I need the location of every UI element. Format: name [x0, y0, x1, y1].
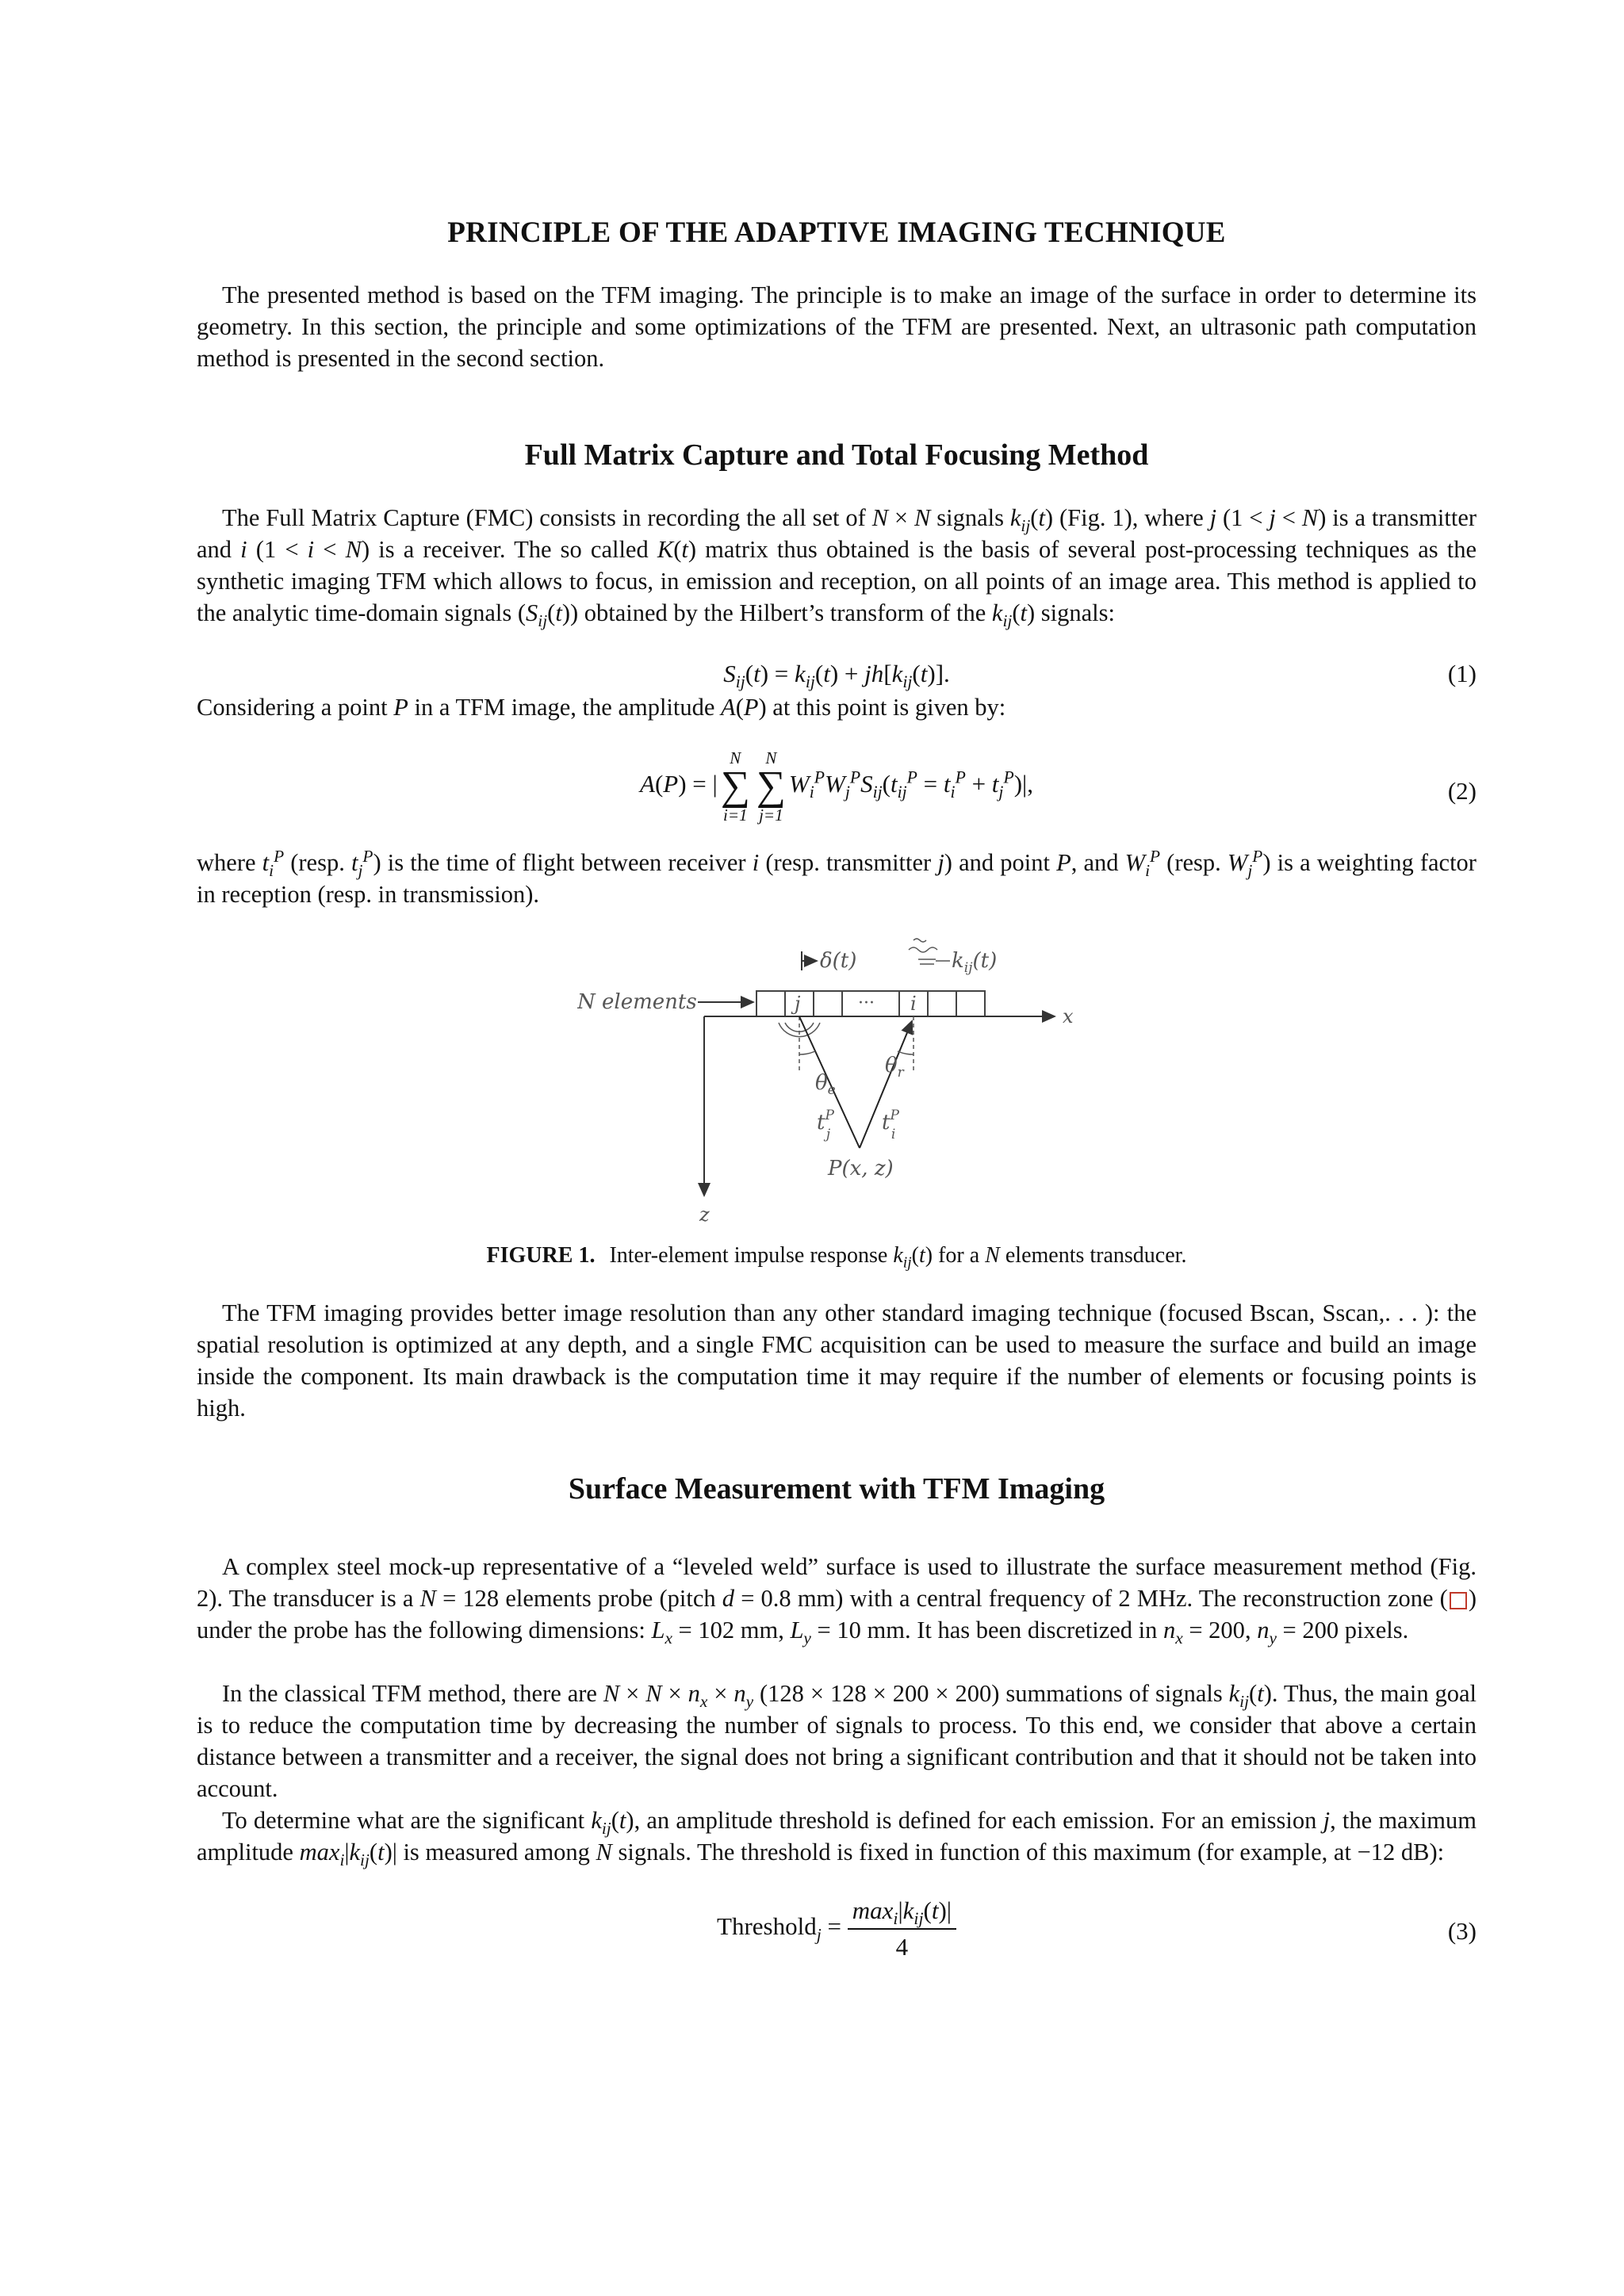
equation-2: A(P) = | N ∑ i=1 N ∑ j=1 $W_i^PW_j^PS_{ij}(t_{ij}^P = t_i^P + t_j^P)|$, (2) — [640, 748, 1477, 825]
paragraph-tof: where $t_i^P$ (resp. $t_j^P$) is the time of flight between receiver i (resp. transmitter j) and point P, and $W_i^P$ (resp. $W_j^P$) is a weighting factor in reception (resp. in transmission). — [197, 846, 1477, 908]
equation-number: (2) — [1447, 777, 1477, 805]
section-title: PRINCIPLE OF THE ADAPTIVE IMAGING TECHNIQUE — [447, 216, 1226, 249]
angle-arc-receiver — [898, 1051, 914, 1054]
label-element-i: i — [910, 993, 917, 1015]
equation-number: (1) — [1447, 660, 1477, 687]
equation-number: (3) — [1447, 1917, 1477, 1945]
figure-label-elements: N elements — [577, 990, 697, 1014]
equation-1: $S_{ij}(t) = k_{ij}(t) + jh[k_{ij}(t)]$. (1) — [723, 660, 1477, 692]
paragraph-amplitude: Considering a point P in a TFM image, the amplitude A(P) at this point is given by: — [197, 694, 1006, 721]
reconstruction-zone-box-icon — [1450, 1592, 1467, 1609]
equation-3: Threshold$_j$ = $\frac{\max_i|k_{ij}(t)|}{4}$ (3) — [717, 1896, 1477, 1961]
paragraph-mockup: A complex steel mock-up representative of a “leveled weld” surface is used to illustrate the surface measurement method (Fig. 2). The transducer is a N = 128 elements probe (pitch d = 0.8 mm) with a central frequency of 2 MHz. The reconstruction zone ( ) under the probe has the following dimensions: $L_x = 102$ mm, $L_y = 10$ mm. It has been discretized in $n_x = 200$, $n_y = 200$ pixels. — [197, 1553, 1477, 1648]
intro-paragraph: The presented method is based on the TFM imaging. The principle is to make an image of the surface in order to determine its geometry. In this section, the principle and some optimizations of the TFM are presented. Next, an ultrasonic path computation method is presented in the second section. — [197, 281, 1477, 372]
label-k: $k_{ij}(t)$ — [952, 949, 998, 976]
z-axis-label: z — [699, 1203, 710, 1226]
subsection-title-surface: Surface Measurement with TFM Imaging — [568, 1472, 1105, 1506]
angle-arc-emitter — [799, 1051, 815, 1054]
label-tof-j: $t^P$ j — [817, 1108, 834, 1142]
label-tof-i: $t^P$ i — [882, 1108, 899, 1142]
subsection-title-fmc: Full Matrix Capture and Total Focusing Method — [524, 438, 1149, 472]
received-signal-icon — [909, 939, 937, 964]
x-axis-label: x — [1063, 1005, 1074, 1027]
label-element-j: j — [795, 993, 801, 1015]
label-theta-r: $\theta_r$ — [885, 1054, 904, 1081]
figure-1 — [577, 936, 1291, 1229]
label-theta-e: $\theta_e$ — [815, 1071, 836, 1098]
label-delta: δ(t) — [820, 949, 857, 973]
figure-1-caption: FIGURE 1. Inter-element impulse response $k_{ij}(t)$ for a N elements transducer. — [486, 1243, 1187, 1272]
figure-1-diagram — [577, 936, 1085, 1229]
label-point-p: P(x, z) — [828, 1157, 894, 1181]
paragraph-classical-tfm: In the classical TFM method, there are $N \times N \times n_x \times n_y$ (128 × 128 × 200 × 200) summations of signals $k_{ij}(t)$. Thus, the main goal is to reduce the computation time by decreasing the number of signals to process. To this end, we consider that above a certain distance between a transmitter and a receiver, the signal does not bring a significant contribution and that it should not be taken into account. — [197, 1680, 1477, 1802]
paragraph-fmc: The Full Matrix Capture (FMC) consists in recording the all set of N × N signals $k_{ij}(t)$ (Fig. 1), where j (1 < j < N) is a transmitter and i (1 < i < N) is a receiver. The so called K(t) matrix thus obtained is the basis of several post-processing techniques as the synthetic imaging TFM which allows to focus, in emission and reception, on all points of an image area. This method is applied to the analytic time-domain signals $(S_{ij}(t))$ obtained by the Hilbert’s transform of the $k_{ij}(t)$ signals: — [197, 504, 1477, 631]
paragraph-tfm-resolution: The TFM imaging provides better image resolution than any other standard imaging technique (focused Bscan, Sscan,. . . ): the spatial resolution is optimized at any depth, and a single FMC acquisition can be used to measure the surface and build an image inside the component. Its main drawback is the computation time it may require if the number of elements or focusing points is high. — [197, 1299, 1477, 1422]
label-dots: ··· — [858, 993, 875, 1013]
paragraph-threshold: To determine what are the significant $k_{ij}(t)$, an amplitude threshold is defined for each emission. For an emission j, the maximum amplitude $\max_i|k_{ij}(t)|$ is measured among N signals. The threshold is fixed in function of this maximum (for example, at −12 dB): — [197, 1807, 1477, 1870]
